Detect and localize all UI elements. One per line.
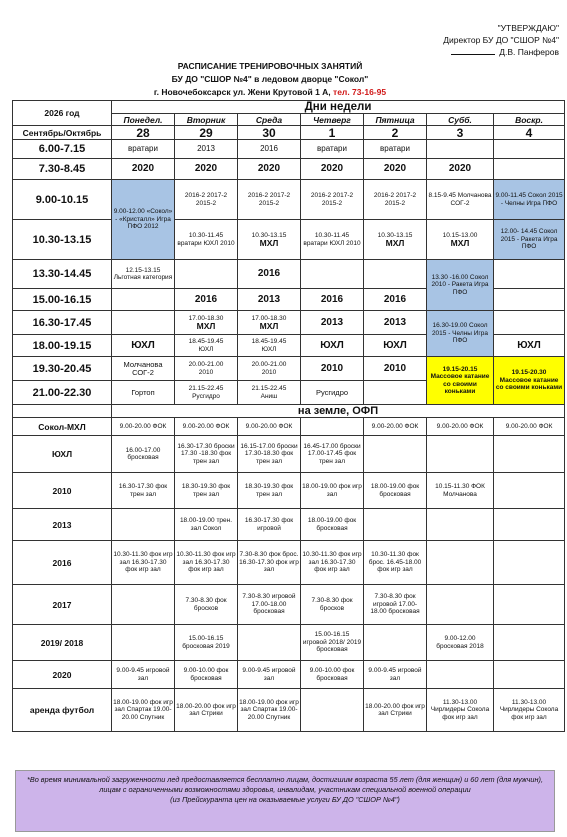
schedule-cell: 8.15-9.45 Молчанова СОГ-2 <box>427 180 494 220</box>
time-slot: 13.30-14.45 <box>13 260 112 289</box>
date-thu: 1 <box>301 126 364 140</box>
date-sat: 3 <box>427 126 494 140</box>
schedule-cell-mass-skating: 19.15-20.30 Массовое катание со своими коньками <box>494 357 565 405</box>
schedule-cell: 18.45-19.45 ЮХЛ <box>238 335 301 357</box>
group-label: 2020 <box>13 661 112 689</box>
schedule-cell: 9.00-20.00 ФОК <box>427 418 494 436</box>
schedule-cell: 9.00-20.00 ФОК <box>238 418 301 436</box>
schedule-cell: 21.15-22.45 Русгидро <box>175 381 238 405</box>
schedule-cell: 16.45-17.00 броски 17.00-17.45 фок трен зал <box>301 436 364 473</box>
schedule-cell <box>494 473 565 509</box>
schedule-cell: 2016 <box>175 289 238 311</box>
schedule-cell: 2020 <box>364 159 427 180</box>
schedule-cell <box>112 625 175 661</box>
schedule-cell: 17.00-18.30 МХЛ <box>175 311 238 335</box>
approval-position: Директор БУ ДО "СШОР №4" <box>443 35 559 45</box>
schedule-cell: 11.30-13.00 Чирлидеры Сокола фок игр зал <box>494 689 565 732</box>
schedule-cell: 18.00-19.00 фок игр зал Спартак 19.00-20.00 Спутник <box>238 689 301 732</box>
schedule-cell: 18.00-19.00 фок игр зал <box>301 473 364 509</box>
day-sun: Воскр. <box>494 114 565 126</box>
group-label: 2013 <box>13 509 112 541</box>
schedule-sheet <box>12 100 563 732</box>
schedule-cell <box>301 418 364 436</box>
table-row <box>13 625 565 661</box>
footnote-source: (из Прейскуранта цен на оказываемые услуги БУ ДО "СШОР №4") <box>170 795 400 804</box>
schedule-cell-game: 9.00-12.00 «Сокол» - «Кристалл» Игра ПФО 2012 <box>112 180 175 260</box>
schedule-cell: 10.30-11.30 фок брос. 16.45-18.00 фок игр зал <box>364 541 427 585</box>
schedule-cell: 10.15-11.30 ФОК Молчанова <box>427 473 494 509</box>
schedule-cell: 2020 <box>175 159 238 180</box>
schedule-cell <box>427 585 494 625</box>
schedule-cell <box>364 625 427 661</box>
schedule-cell <box>494 311 565 335</box>
day-mon: Понедел. <box>112 114 175 126</box>
table-row <box>13 473 565 509</box>
schedule-cell: 15.00-16.15 игровой 2018/ 2019 бросковая <box>301 625 364 661</box>
time-slot: 18.00-19.15 <box>13 335 112 357</box>
day-wed: Среда <box>238 114 301 126</box>
table-row <box>13 140 565 159</box>
schedule-cell: 10.30-11.30 фок игр зал 16.30-17.30 фок игр зал <box>112 541 175 585</box>
schedule-cell <box>427 140 494 159</box>
schedule-cell: 9.00-20.00 ФОК <box>364 418 427 436</box>
table-row <box>13 661 565 689</box>
schedule-cell: 7.30-8.30 фок игровой 17.00-18.00 бросковая <box>364 585 427 625</box>
schedule-cell <box>364 381 427 405</box>
schedule-cell <box>427 541 494 585</box>
schedule-cell <box>427 436 494 473</box>
schedule-cell: 2016-2 2017-2 2015-2 <box>238 180 301 220</box>
schedule-cell: вратари <box>301 140 364 159</box>
schedule-cell: 21.15-22.45 Аниш <box>238 381 301 405</box>
schedule-cell: Гортоп <box>112 381 175 405</box>
schedule-cell: 18.00-19.00 фок игр зал Спартак 19.00-20.00 Спутник <box>112 689 175 732</box>
schedule-cell <box>427 509 494 541</box>
table-row <box>13 436 565 473</box>
schedule-cell: Русгидро <box>301 381 364 405</box>
date-tue: 29 <box>175 126 238 140</box>
schedule-table <box>12 100 565 732</box>
schedule-cell: 18.45-19.45 ЮХЛ <box>175 335 238 357</box>
schedule-cell <box>494 661 565 689</box>
year-cell: 2026 год <box>13 101 112 126</box>
day-thu: Четверг <box>301 114 364 126</box>
schedule-cell: 18.30-19.30 фок трен зал <box>238 473 301 509</box>
schedule-cell <box>112 311 175 335</box>
schedule-cell: 2013 <box>175 140 238 159</box>
schedule-cell-game: 9.00-11.45 Сокол 2015 - Челны Игра ПФО <box>494 180 565 220</box>
schedule-cell: 7.30-8.30 фок бросков <box>175 585 238 625</box>
title-phone: тел. 73-16-95 <box>333 87 387 97</box>
schedule-cell <box>494 140 565 159</box>
group-label: 2016 <box>13 541 112 585</box>
date-mon: 28 <box>112 126 175 140</box>
schedule-cell: 2016-2 2017-2 2015-2 <box>364 180 427 220</box>
schedule-cell: 2020 <box>301 159 364 180</box>
schedule-cell: 18.30-19.30 фок трен зал <box>175 473 238 509</box>
time-slot: 6.00-7.15 <box>13 140 112 159</box>
table-row <box>13 159 565 180</box>
schedule-cell <box>112 509 175 541</box>
table-row <box>13 509 565 541</box>
schedule-cell: 16.30-17.30 фок трен зал <box>112 473 175 509</box>
schedule-cell <box>112 585 175 625</box>
date-wed: 30 <box>238 126 301 140</box>
table-row <box>13 260 565 289</box>
schedule-cell-game: 13.30 -16.00 Сокол 2010 - Ракета Игра ПФО <box>427 260 494 311</box>
schedule-cell: 2013 <box>301 311 364 335</box>
schedule-cell <box>494 436 565 473</box>
schedule-cell: вратари <box>112 140 175 159</box>
schedule-cell: 9.00-9.45 игровой зал <box>112 661 175 689</box>
table-row <box>13 311 565 335</box>
group-label: аренда футбол <box>13 689 112 732</box>
schedule-cell <box>238 625 301 661</box>
schedule-cell: 18.00-20.00 фок игр зал Стрики <box>364 689 427 732</box>
time-slot: 9.00-10.15 <box>13 180 112 220</box>
footnote <box>15 770 555 832</box>
day-tue: Вторник <box>175 114 238 126</box>
schedule-cell <box>494 260 565 289</box>
time-slot: 16.30-17.45 <box>13 311 112 335</box>
time-slot: 15.00-16.15 <box>13 289 112 311</box>
approval-stamp: "УТВЕРЖДАЮ" <box>497 23 559 33</box>
table-row <box>13 357 565 381</box>
schedule-cell: 9.00-12.00 бросковая 2018 <box>427 625 494 661</box>
schedule-cell: ЮХЛ <box>112 335 175 357</box>
schedule-cell <box>301 689 364 732</box>
table-row <box>13 418 565 436</box>
group-label: 2019/ 2018 <box>13 625 112 661</box>
schedule-cell: 9.00-20.00 ФОК <box>175 418 238 436</box>
schedule-cell: 9.00-20.00 ФОК <box>112 418 175 436</box>
group-label: 2017 <box>13 585 112 625</box>
schedule-cell: 9.00-20.00 ФОК <box>494 418 565 436</box>
approval-name: Д.В. Панферов <box>499 47 559 57</box>
schedule-cell: 2010 <box>301 357 364 381</box>
group-label: 2010 <box>13 473 112 509</box>
schedule-cell-game: 12.00- 14.45 Сокол 2015 - Ракета Игра ПФО <box>494 220 565 260</box>
schedule-cell: 2016 <box>238 140 301 159</box>
table-row <box>13 541 565 585</box>
ground-section-title: на земле, ОФП <box>112 405 565 418</box>
time-slot: 10.30-13.15 <box>13 220 112 260</box>
schedule-cell <box>494 625 565 661</box>
schedule-cell: 2016 <box>238 260 301 289</box>
schedule-cell: ЮХЛ <box>494 335 565 357</box>
time-slot: 21.00-22.30 <box>13 381 112 405</box>
date-fri: 2 <box>364 126 427 140</box>
schedule-cell: 12.15-13.15 Льготная категория <box>112 260 175 289</box>
schedule-cell: 18.00-19.00 фок бросковая <box>364 473 427 509</box>
schedule-cell: ЮХЛ <box>301 335 364 357</box>
schedule-cell <box>364 260 427 289</box>
schedule-cell: 10.30-11.30 фок игр зал 16.30-17.30 фок игр зал <box>175 541 238 585</box>
month-label: Сентябрь/Октябрь <box>13 126 112 140</box>
schedule-cell: 9.00-10.00 фок бросковая <box>175 661 238 689</box>
schedule-cell <box>494 159 565 180</box>
schedule-cell: 18.00-20.00 фок игр зал Стрики <box>175 689 238 732</box>
schedule-cell: 16.00-17.00 бросковая <box>112 436 175 473</box>
schedule-cell: ЮХЛ <box>364 335 427 357</box>
schedule-cell: 9.00-9.45 игровой зал <box>238 661 301 689</box>
weekdays-title: Дни недели <box>112 101 565 114</box>
schedule-cell: 11.30-13.00 Чирлидеры Сокола фок игр зал <box>427 689 494 732</box>
schedule-cell: вратари <box>364 140 427 159</box>
schedule-cell: 18.00-19.00 трен. зал Сокол <box>175 509 238 541</box>
schedule-cell <box>112 289 175 311</box>
schedule-cell: 16.30-17.30 фок игровой <box>238 509 301 541</box>
schedule-cell <box>494 289 565 311</box>
schedule-cell-mass-skating: 19.15-20.15 Массовое катание со своими коньками <box>427 357 494 405</box>
document-title <box>100 60 440 99</box>
schedule-cell: 17.00-18.30 МХЛ <box>238 311 301 335</box>
schedule-cell: 16.30-17.30 броски 17.30 -18.30 фок трен зал <box>175 436 238 473</box>
schedule-cell: 9.00-10.00 фок бросковая <box>301 661 364 689</box>
time-slot: 7.30-8.45 <box>13 159 112 180</box>
schedule-cell <box>364 509 427 541</box>
schedule-cell: 7.30-8.30 фок брос. 16.30-17.30 фок игр зал <box>238 541 301 585</box>
schedule-cell: 2010 <box>364 357 427 381</box>
schedule-cell <box>364 436 427 473</box>
schedule-cell: 10.30-13.15 МХЛ <box>238 220 301 260</box>
schedule-cell <box>494 541 565 585</box>
table-row <box>13 180 565 220</box>
schedule-cell: 2016 <box>301 289 364 311</box>
date-sun: 4 <box>494 126 565 140</box>
schedule-cell: 10.15-13.00 МХЛ <box>427 220 494 260</box>
schedule-cell: 7.30-8.30 игровой 17.00-18.00 бросковая <box>238 585 301 625</box>
footnote-text: *Во время минимальной загруженности лед предоставляется бесплатно лицам, достигшим возраста 55 лет (для женщин) и 60 лет (для мужчин), лицам с ограниченными возможностями здоровья, инвалидам, участникам специальной военной операции <box>27 775 543 794</box>
table-row <box>13 689 565 732</box>
schedule-cell <box>175 260 238 289</box>
title-line-1: РАСПИСАНИЕ ТРЕНИРОВОЧНЫХ ЗАНЯТИЙ <box>177 61 363 71</box>
schedule-cell <box>301 260 364 289</box>
schedule-cell: 2020 <box>238 159 301 180</box>
schedule-cell: 2013 <box>364 311 427 335</box>
schedule-cell: 7.30-8.30 фок бросков <box>301 585 364 625</box>
day-fri: Пятница <box>364 114 427 126</box>
schedule-cell: 9.00-9.45 игровой зал <box>364 661 427 689</box>
time-slot: 19.30-20.45 <box>13 357 112 381</box>
schedule-cell: 2020 <box>427 159 494 180</box>
schedule-cell: 20.00-21.00 2010 <box>175 357 238 381</box>
schedule-cell: 2016-2 2017-2 2015-2 <box>175 180 238 220</box>
schedule-cell: Молчанова СОГ-2 <box>112 357 175 381</box>
section-row <box>13 405 565 418</box>
ground-table-body <box>13 418 565 732</box>
schedule-cell: 16.15-17.00 броски 17.30-18.30 фок трен зал <box>238 436 301 473</box>
title-address: г. Новочебоксарск ул. Жени Крутовой 1 А, <box>153 87 331 97</box>
table-row <box>13 585 565 625</box>
schedule-cell: 20.00-21.00 2010 <box>238 357 301 381</box>
schedule-cell: 10.30-11.30 фок игр зал 16.30-17.30 фок игр зал <box>301 541 364 585</box>
schedule-cell <box>494 585 565 625</box>
schedule-cell: 18.00-19.00 фок бросковая <box>301 509 364 541</box>
schedule-cell <box>427 661 494 689</box>
schedule-cell: 10.30-13.15 МХЛ <box>364 220 427 260</box>
group-label: ЮХЛ <box>13 436 112 473</box>
table-row <box>13 220 565 260</box>
schedule-cell: 2013 <box>238 289 301 311</box>
title-line-2: БУ ДО "СШОР №4" в ледовом дворце "Сокол" <box>171 74 369 84</box>
schedule-cell: 2020 <box>112 159 175 180</box>
schedule-cell: 10.30-11.45 вратари ЮХЛ 2010 <box>175 220 238 260</box>
signature-line <box>451 47 495 55</box>
schedule-cell-game: 16.30-19.00 Сокол 2015 - Челны Игра ПФО <box>427 311 494 357</box>
schedule-cell: 2016 <box>364 289 427 311</box>
group-label: Сокол-МХЛ <box>13 418 112 436</box>
schedule-cell: 10.30-11.45 вратари ЮХЛ 2010 <box>301 220 364 260</box>
schedule-cell <box>494 509 565 541</box>
approval-block <box>359 22 559 58</box>
day-sat: Субб. <box>427 114 494 126</box>
schedule-cell: 15.00-16.15 бросковая 2019 <box>175 625 238 661</box>
schedule-cell: 2016-2 2017-2 2015-2 <box>301 180 364 220</box>
